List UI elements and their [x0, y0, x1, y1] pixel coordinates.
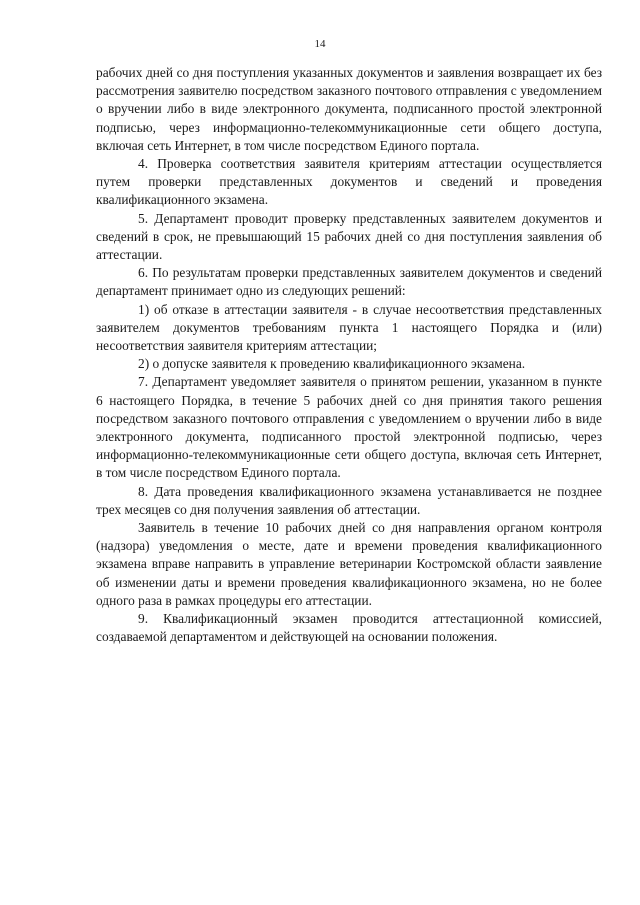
paragraph-item-4: 4. Проверка соответствия заявителя критериям аттестации осуществляется путем проверки представленных документов и сведений и проведения квалификационного экзамена.	[96, 156, 602, 208]
paragraph-item-9: 9. Квалификационный экзамен проводится аттестационной комиссией, создаваемой департаментом и действующей на основании положения.	[96, 611, 602, 645]
paragraph-subitem-1: 1) об отказе в аттестации заявителя - в случае несоответствия представленных заявителем документов требованиям пункта 1 настоящего Порядка и (или) несоответствия заявителя критериям аттестации;	[96, 301, 602, 354]
paragraph-item-8: 8. Дата проведения квалификационного экзамена устанавливается не позднее трех месяцев со дня получения заявления об аттестации.	[96, 483, 602, 517]
paragraph-item-8-continued: Заявитель в течение 10 рабочих дней со дня направления органом контроля (надзора) уведомления о месте, дате и времени проведения квалификационного экзамена вправе направить в управление ветеринарии Костромской области заявление об изменении даты и времени проведения квалификационного экзамена, но не более одного раза в рамках процедуры его аттестации.	[96, 520, 602, 608]
paragraph-item-6: 6. По результатам проверки представленных заявителем документов и сведений департамент принимает одно из следующих решений:	[96, 265, 602, 299]
paragraph-continuation: рабочих дней со дня поступления указанных документов и заявления возвращает их без рассмотрения заявителю посредством заказного почтового отправления с уведомлением о вручении либо в виде электронного документа, подписанного простой электронной подписью, через информационно-телекоммуникационные сети общего доступа, включая сеть Интернет, в том числе посредством Единого портала.	[96, 65, 602, 153]
paragraph-subitem-2: 2) о допуске заявителя к проведению квалификационного экзамена.	[138, 356, 526, 372]
page-number: 14	[314, 38, 326, 50]
paragraph-item-7: 7. Департамент уведомляет заявителя о принятом решении, указанном в пункте 6 настоящего Порядка, в течение 5 рабочих дней со дня принятия такого решения посредством заказного почтового отправления с уведомлением о вручении либо в виде электронного документа, подписанного простой электронной подписью, через информационно-телекоммуникационные сети общего доступа, включая сеть Интернет, в том числе посредством Единого портала.	[96, 374, 602, 481]
paragraph-item-5: 5. Департамент проводит проверку представленных заявителем документов и сведений в срок, не превышающий 15 рабочих дней со дня поступления заявления об аттестации.	[96, 210, 602, 263]
document-body	[96, 64, 602, 647]
